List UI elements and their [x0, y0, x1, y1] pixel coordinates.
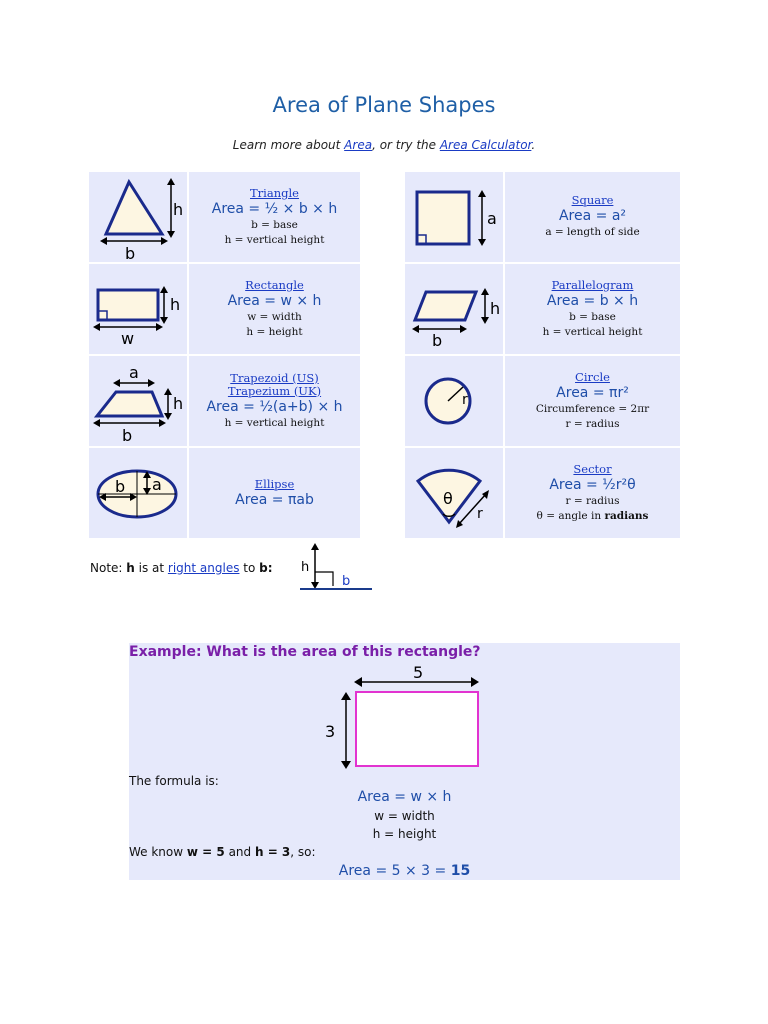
trapezoid-def-h: h = vertical height [224, 416, 325, 429]
sector-r-label: r [477, 506, 483, 522]
we-know-prefix: We know [129, 845, 187, 859]
note-b: b: [259, 561, 273, 575]
trapezoid-b-label: b [122, 426, 133, 445]
triangle-h-label: h [173, 200, 184, 219]
circle-def-r: r = radius [565, 417, 620, 430]
we-know-line [129, 845, 316, 859]
example-formula: Area = w × h [357, 789, 452, 805]
we-know-suffix: , so: [290, 845, 316, 859]
subtitle-middle: , or try the [372, 138, 440, 152]
we-know-h: h = 3 [254, 845, 291, 859]
sector-theta-label: θ [443, 489, 453, 508]
sector-link[interactable]: Sector [573, 461, 612, 476]
trapezoid-text-cell [189, 356, 360, 446]
page-title: Area of Plane Shapes [272, 93, 496, 117]
subtitle-suffix: . [531, 138, 536, 152]
example-box [129, 643, 680, 880]
circle-text-cell [505, 356, 680, 446]
example-title-question: What is the area of this rectangle? [201, 644, 481, 660]
note-to: to [239, 561, 260, 575]
square-image-cell [405, 172, 503, 262]
triangle-b-label: b [125, 244, 136, 262]
sector-text-cell [505, 448, 680, 538]
parallelogram-def-b: b = base [569, 310, 616, 323]
example-result-value: 15 [450, 863, 471, 879]
rectangle-diagram [89, 264, 187, 354]
sector-diagram [405, 448, 503, 538]
example-height-label: 3 [325, 722, 336, 741]
we-know-and: and [224, 845, 255, 859]
sector-def-theta-text: θ = angle in [536, 509, 605, 522]
triangle-def-h: h = vertical height [224, 233, 325, 246]
trapezoid-h-label: h [173, 394, 184, 413]
circle-image-cell [405, 356, 503, 446]
triangle-text-cell [189, 172, 360, 262]
example-title [129, 644, 481, 660]
right-angle-diagram [298, 543, 378, 595]
trapezium-link[interactable]: Trapezium (UK) [227, 383, 322, 398]
circle-formula: Area = πr² [556, 384, 629, 401]
example-def-w: w = width [374, 809, 435, 823]
ellipse-b-label: b [115, 477, 126, 496]
trapezoid-diagram [89, 356, 187, 446]
example-width-label: 5 [413, 663, 424, 682]
trapezoid-formula: Area = ½(a+b) × h [206, 398, 343, 415]
note-h: h [126, 561, 135, 575]
square-formula: Area = a² [558, 208, 627, 224]
ellipse-diagram [89, 448, 187, 538]
square-def-a: a = length of side [545, 226, 640, 238]
rectangle-def-h: h = height [246, 325, 303, 338]
rectangle-formula: Area = w × h [227, 292, 322, 309]
example-result [129, 863, 680, 879]
parallelogram-formula: Area = b × h [546, 292, 639, 309]
note-mid: is at [134, 561, 168, 575]
square-link[interactable]: Square [571, 193, 614, 207]
trapezoid-image-cell [89, 356, 187, 446]
area-link[interactable]: Area [344, 138, 373, 152]
parallelogram-image-cell [405, 264, 503, 354]
rectangle-def-w: w = width [247, 310, 302, 323]
rectangle-link[interactable]: Rectangle [245, 277, 304, 292]
triangle-formula: Area = ½ × b × h [211, 200, 338, 217]
square-text-cell [505, 172, 680, 262]
trapezoid-a-label: a [129, 363, 139, 382]
triangle-def-b: b = base [251, 218, 298, 231]
square-diagram [405, 172, 503, 262]
ellipse-link[interactable]: Ellipse [254, 476, 295, 491]
formula-intro: The formula is: [129, 774, 219, 788]
we-know-w: w = 5 [186, 845, 225, 859]
square-a-label: a [487, 209, 497, 228]
parallelogram-link[interactable]: Parallelogram [551, 277, 634, 292]
ellipse-text-cell [189, 448, 360, 538]
triangle-link[interactable]: Triangle [250, 185, 299, 200]
parallelogram-diagram [405, 264, 503, 354]
rectangle-w-label: w [121, 329, 135, 348]
triangle-diagram [89, 172, 187, 262]
diagram-h-label: h [301, 560, 310, 575]
trapezoid-link[interactable]: Trapezoid (US) [230, 370, 319, 385]
subtitle [0, 138, 768, 152]
example-title-label: Example: [129, 644, 202, 660]
note-prefix: Note: [90, 561, 127, 575]
ellipse-image-cell [89, 448, 187, 538]
example-result-prefix: Area = 5 × 3 = [338, 863, 451, 879]
rectangle-text-cell [189, 264, 360, 354]
right-angles-link[interactable]: right angles [167, 561, 240, 575]
sector-def-theta [537, 509, 649, 524]
subtitle-prefix: Learn more about [232, 138, 345, 152]
rectangle-h-label: h [170, 295, 181, 314]
ellipse-a-label: a [152, 475, 162, 494]
triangle-image-cell [89, 172, 187, 262]
circle-r-label: r [462, 392, 468, 408]
area-calculator-link[interactable]: Area Calculator [439, 138, 532, 152]
ellipse-formula: Area = πab [235, 491, 314, 508]
circle-diagram [405, 356, 503, 446]
circle-link[interactable]: Circle [575, 369, 610, 384]
parallelogram-text-cell [505, 264, 680, 354]
diagram-b-label: b [342, 574, 351, 589]
parallelogram-b-label: b [432, 331, 443, 350]
sector-def-r: r = radius [565, 494, 620, 507]
parallelogram-h-label: h [490, 299, 501, 318]
rectangle-image-cell [89, 264, 187, 354]
sector-formula: Area = ½r²θ [549, 476, 636, 493]
note-line [90, 561, 273, 575]
example-rectangle-diagram [324, 663, 484, 773]
parallelogram-def-h: h = vertical height [542, 325, 643, 338]
sector-def-radians: radians [604, 509, 649, 522]
sector-image-cell [405, 448, 503, 538]
example-def-h: h = height [372, 827, 437, 841]
circle-def-circumference: Circumference = 2πr [535, 402, 650, 415]
